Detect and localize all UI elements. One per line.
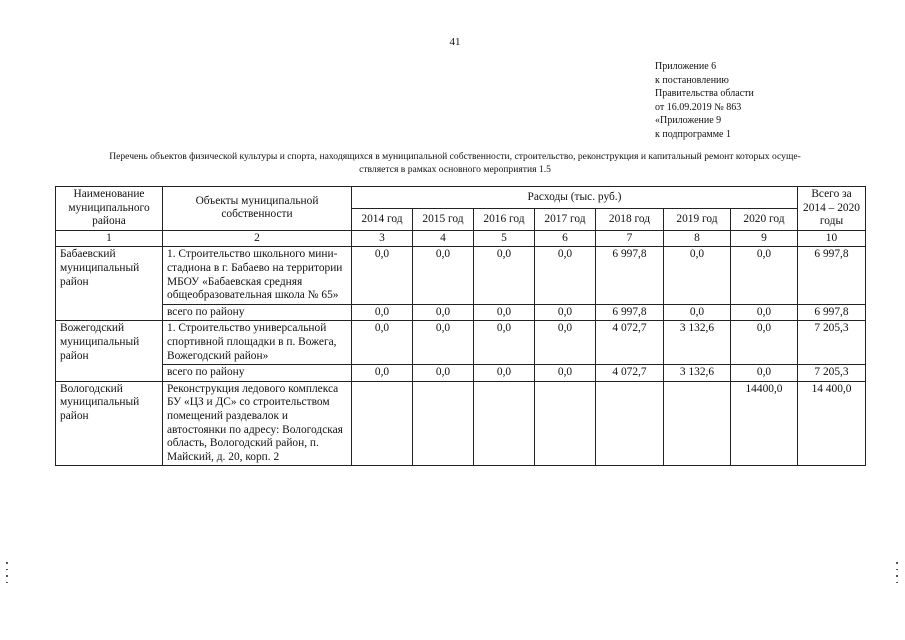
value-cell: 0,0: [413, 365, 474, 382]
header-year: 2016 год: [474, 208, 535, 230]
value-cell: 4 072,7: [596, 321, 664, 365]
header-year: 2019 год: [664, 208, 731, 230]
index-cell: 3: [352, 230, 413, 247]
value-cell: [664, 381, 731, 466]
index-cell: 1: [56, 230, 163, 247]
header-row: [56, 187, 866, 209]
value-cell: 0,0: [664, 247, 731, 304]
value-cell: 0,0: [413, 247, 474, 304]
index-cell: 9: [731, 230, 798, 247]
expenses-table: [55, 186, 866, 466]
document-title: [50, 150, 860, 176]
total-cell: 6 997,8: [798, 304, 866, 321]
district-name: Вожегодский муниципальный район: [56, 321, 163, 381]
district-name: Вологодский муниципальный район: [56, 381, 163, 466]
value-cell: 6 997,8: [596, 247, 664, 304]
value-cell: 0,0: [352, 321, 413, 365]
value-cell: 0,0: [413, 304, 474, 321]
appendix-line: Правительства области: [655, 88, 754, 99]
value-cell: 0,0: [731, 247, 798, 304]
total-cell: 7 205,3: [798, 365, 866, 382]
value-cell: 14400,0: [731, 381, 798, 466]
total-cell: 6 997,8: [798, 247, 866, 304]
header-object: Объекты муниципальной собственности: [163, 187, 352, 231]
header-district: Наименование муниципального района: [56, 187, 163, 231]
object-description: Реконструкция ледового комплекса БУ «ЦЗ и ДС» со строительством помещений раздевалок и автостоянки по адресу: Вологодская область, Вологодский район, п. Майский, д. 20, корп. 2: [163, 381, 352, 466]
value-cell: 0,0: [474, 247, 535, 304]
value-cell: 0,0: [474, 365, 535, 382]
value-cell: [596, 381, 664, 466]
subtotal-label: всего по району: [163, 365, 352, 382]
index-cell: 8: [664, 230, 731, 247]
value-cell: 0,0: [535, 247, 596, 304]
value-cell: [352, 381, 413, 466]
value-cell: 0,0: [413, 321, 474, 365]
header-expenses: Расходы (тыс. руб.): [352, 187, 798, 209]
index-cell: 10: [798, 230, 866, 247]
header-year: 2015 год: [413, 208, 474, 230]
header-total: Всего за 2014 – 2020 годы: [798, 187, 866, 231]
value-cell: 6 997,8: [596, 304, 664, 321]
header-year: 2017 год: [535, 208, 596, 230]
table-row: [56, 247, 866, 304]
index-row: [56, 230, 866, 247]
total-cell: 7 205,3: [798, 321, 866, 365]
appendix-reference: [655, 60, 754, 141]
index-cell: 6: [535, 230, 596, 247]
value-cell: 0,0: [731, 365, 798, 382]
object-description: 1. Строительство универсальной спортивной площадки в п. Вожега, Вожегодский район»: [163, 321, 352, 365]
value-cell: 0,0: [731, 304, 798, 321]
value-cell: 0,0: [731, 321, 798, 365]
value-cell: 0,0: [474, 321, 535, 365]
value-cell: [535, 381, 596, 466]
district-name: Бабаевский муниципальный район: [56, 247, 163, 321]
title-line-2: ствляется в рамках основного мероприятия 1.5: [359, 164, 551, 175]
value-cell: 0,0: [535, 304, 596, 321]
value-cell: 3 132,6: [664, 321, 731, 365]
value-cell: 3 132,6: [664, 365, 731, 382]
total-cell: 14 400,0: [798, 381, 866, 466]
header-year: 2020 год: [731, 208, 798, 230]
index-cell: 5: [474, 230, 535, 247]
title-line-1: Перечень объектов физической культуры и спорта, находящихся в муниципальной собственности, строительство, реконструкция и капитальный ремонт которых осуще-: [109, 151, 801, 162]
header-year: 2014 год: [352, 208, 413, 230]
scan-edge-marks-left: [6, 562, 10, 588]
index-cell: 4: [413, 230, 474, 247]
value-cell: [474, 381, 535, 466]
subtotal-row: [56, 365, 866, 382]
value-cell: [413, 381, 474, 466]
table-row: [56, 321, 866, 365]
value-cell: 0,0: [352, 365, 413, 382]
value-cell: 0,0: [535, 321, 596, 365]
subtotal-row: [56, 304, 866, 321]
table-row: [56, 381, 866, 466]
appendix-line: от 16.09.2019 № 863: [655, 101, 742, 113]
scan-edge-marks-right: [896, 562, 900, 588]
subtotal-label: всего по району: [163, 304, 352, 321]
index-cell: 2: [163, 230, 352, 247]
page-number: 41: [449, 36, 461, 48]
appendix-line: «Приложение 9: [655, 115, 722, 126]
value-cell: 0,0: [535, 365, 596, 382]
value-cell: 0,0: [352, 304, 413, 321]
value-cell: 0,0: [664, 304, 731, 321]
value-cell: 0,0: [474, 304, 535, 321]
appendix-line: к подпрограмме 1: [655, 128, 731, 140]
value-cell: 0,0: [352, 247, 413, 304]
object-description: 1. Строительство школьного мини-стадиона в г. Бабаево на территории МБОУ «Бабаевская средняя общеобразовательная школа № 65»: [163, 247, 352, 304]
value-cell: 4 072,7: [596, 365, 664, 382]
index-cell: 7: [596, 230, 664, 247]
appendix-line: к постановлению: [655, 74, 729, 86]
appendix-line: Приложение 6: [655, 61, 717, 72]
header-year: 2018 год: [596, 208, 664, 230]
